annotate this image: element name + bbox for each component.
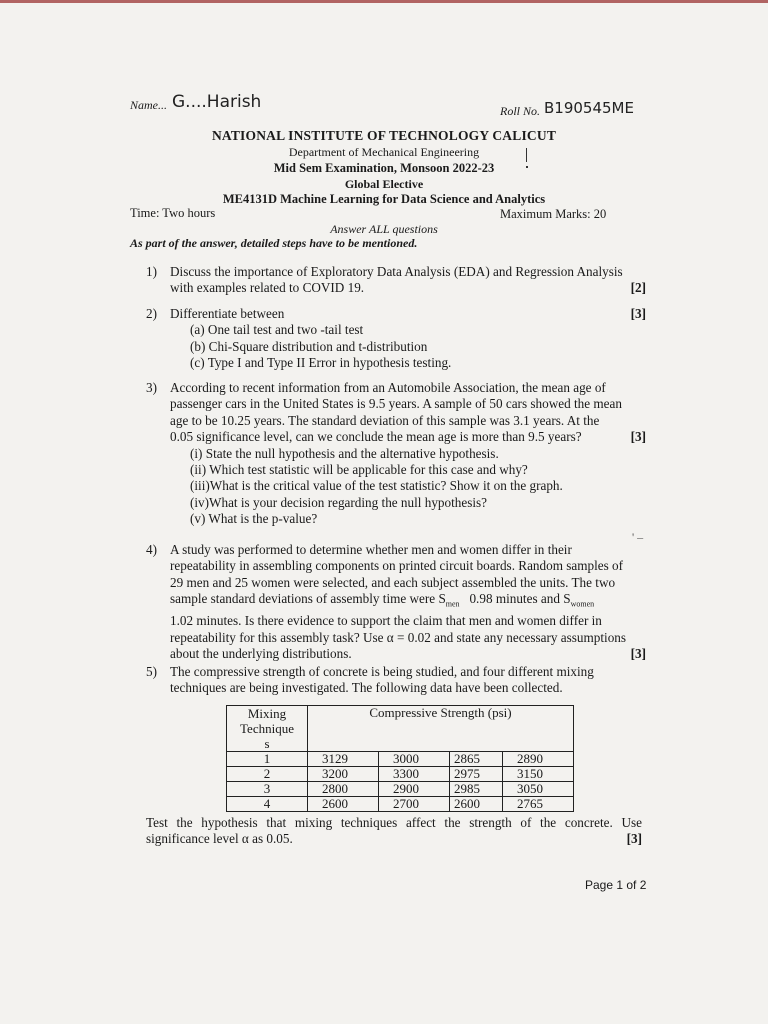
sub-question-b: (b) Chi-Square distribution and t-distribution xyxy=(190,338,428,354)
marks-badge: [3] xyxy=(626,831,642,847)
marks-badge: [3] xyxy=(630,306,646,321)
department-name: Department of Mechanical Engineering xyxy=(288,145,480,159)
table-cell: 2900 xyxy=(379,782,450,797)
table-cell: 3 xyxy=(227,782,308,797)
question-text: 1.02 minutes. Is there evidence to support the claim that men and women differ in xyxy=(170,613,602,629)
institute-name: NATIONAL INSTITUTE OF TECHNOLOGY CALICUT xyxy=(211,128,557,143)
question-number: 5) xyxy=(146,664,157,679)
sub-question-c: (c) Type I and Type II Error in hypothesis testing. xyxy=(190,355,452,371)
table-cell: 3050 xyxy=(503,782,574,797)
header-text: Mixing xyxy=(247,706,287,721)
page-number: Page 1 of 2 xyxy=(585,878,647,892)
question-number: 2) xyxy=(146,306,157,321)
question-3 xyxy=(146,380,646,528)
question-text: A study was performed to determine whether men and women differ in their xyxy=(170,542,572,557)
roll-label: Roll No. xyxy=(500,104,541,118)
table-row xyxy=(227,767,574,782)
table-cell: 3200 xyxy=(308,767,379,782)
marks-badge: [3] xyxy=(630,429,646,445)
question-number: 4) xyxy=(146,542,157,557)
table-row xyxy=(227,752,574,767)
question-text: Test the hypothesis that mixing techniques affect the strength of the concrete. Use xyxy=(146,815,642,830)
table-cell: 2700 xyxy=(379,797,450,812)
exam-duration: Time: Two hours xyxy=(130,206,216,220)
table-row xyxy=(227,797,574,812)
marks-badge: [3] xyxy=(630,646,646,662)
question-text: repeatability for this assembly task? Use α = 0.02 and state any necessary assumptions xyxy=(170,629,627,645)
question-number: 3) xyxy=(146,380,157,395)
question-text: age to be 10.25 years. The standard deviation of this sample was 3.1 years. At the xyxy=(170,412,600,428)
table-row xyxy=(227,782,574,797)
text-fragment: 0.98 minutes and S xyxy=(459,591,571,607)
table-cell: 3150 xyxy=(503,767,574,782)
question-text: passenger cars in the United States is 9.5 years. A sample of 50 cars showed the mean xyxy=(170,396,622,412)
pen-dot xyxy=(526,166,528,168)
table-cell: 2765 xyxy=(503,797,574,812)
table-cell: 3300 xyxy=(379,767,450,782)
elective-label: Global Elective xyxy=(344,177,424,191)
subscript-men: men xyxy=(445,599,460,609)
sub-question-v: (v) What is the p-value? xyxy=(190,511,318,527)
name-handwritten: G....Harish xyxy=(172,92,262,112)
question-1 xyxy=(146,264,646,297)
header-text: s xyxy=(264,736,270,751)
roll-handwritten: B190545ME xyxy=(544,99,634,117)
table-cell: 2800 xyxy=(308,782,379,797)
question-text: repeatability in assembling components on printed circuit boards. Random samples of xyxy=(170,558,624,574)
table-cell: 4 xyxy=(227,797,308,812)
marks-badge: [2] xyxy=(630,280,646,296)
table-cell: 3000 xyxy=(379,752,450,767)
header-text: Technique xyxy=(240,721,294,736)
exam-title: Mid Sem Examination, Monsoon 2022-23 xyxy=(273,161,495,175)
question-text: 29 men and 25 women were selected, and each subject assembled the units. The two xyxy=(170,574,616,590)
table-cell: 2 xyxy=(227,767,308,782)
table-cell: 2865 xyxy=(450,752,503,767)
question-text: Discuss the importance of Exploratory Data Analysis (EDA) and Regression Analysis xyxy=(170,264,623,279)
sub-question-ii: (ii) Which test statistic will be applicable for this case and why? xyxy=(190,462,528,478)
pen-mark xyxy=(526,148,527,162)
question-text: Differentiate between xyxy=(170,306,285,321)
compressive-strength-table xyxy=(226,705,574,812)
table-cell: 2890 xyxy=(503,752,574,767)
table-cell: 2600 xyxy=(450,797,503,812)
question-5 xyxy=(146,664,646,697)
question-2 xyxy=(146,306,646,372)
pen-mark-dash: ' – xyxy=(632,530,644,544)
table-cell: 2975 xyxy=(450,767,503,782)
question-4 xyxy=(146,542,646,662)
instruction-answer-all: Answer ALL questions xyxy=(330,222,438,236)
question-text: significance level α as 0.05. xyxy=(146,831,293,847)
question-text: According to recent information from an Automobile Association, the mean age of xyxy=(170,380,606,395)
name-label: Name... xyxy=(130,98,167,112)
table-cell: 1 xyxy=(227,752,308,767)
subscript-women: women xyxy=(570,599,595,609)
instruction-detailed-steps: As part of the answer, detailed steps have to be mentioned. xyxy=(130,236,418,250)
sub-question-iii: (iii)What is the critical value of the test statistic? Show it on the graph. xyxy=(190,478,563,494)
question-5-continued xyxy=(146,815,642,848)
sub-question-i: (i) State the null hypothesis and the alternative hypothesis. xyxy=(190,445,499,461)
text-fragment: sample standard deviations of assembly time were S xyxy=(170,591,446,607)
page-top-edge xyxy=(0,0,768,3)
sub-question-a: (a) One tail test and two -tail test xyxy=(190,322,364,338)
question-text: techniques are being investigated. The following data have been collected. xyxy=(170,680,563,696)
course-title: ME4131D Machine Learning for Data Science and Analytics xyxy=(222,192,546,206)
header-compressive-strength: Compressive Strength (psi) xyxy=(308,706,574,751)
question-text: 0.05 significance level, can we conclude the mean age is more than 9.5 years? xyxy=(170,429,582,445)
table-cell: 2985 xyxy=(450,782,503,797)
maximum-marks: Maximum Marks: 20 xyxy=(500,207,607,221)
question-number: 1) xyxy=(146,264,157,279)
question-text: about the underlying distributions. xyxy=(170,646,352,662)
question-text: The compressive strength of concrete is being studied, and four different mixing xyxy=(170,664,594,679)
question-text xyxy=(170,591,646,613)
table-cell: 3129 xyxy=(308,752,379,767)
table-cell: 2600 xyxy=(308,797,379,812)
question-text: with examples related to COVID 19. xyxy=(170,280,365,296)
table-header-row xyxy=(227,706,574,751)
header-mixing-technique xyxy=(227,706,308,752)
sub-question-iv: (iv)What is your decision regarding the null hypothesis? xyxy=(190,494,488,510)
